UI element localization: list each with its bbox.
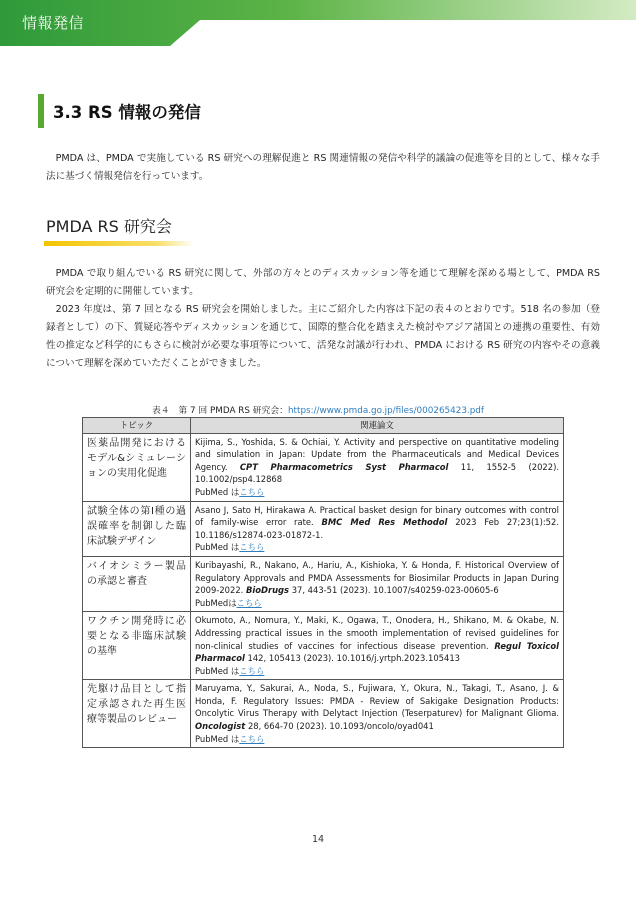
topic-cell: ワクチン開発時に必要となる非臨床試験の基準 [83,612,191,680]
section-intro: PMDA は、PMDA で実施している RS 研究への理解促進と RS 関連情報の発信や科学的議論の促進等を目的として、様々な手法に基づく情報発信を行っています。 [46,153,600,182]
reference-citation [195,436,559,486]
table-row [83,680,564,748]
table-body [83,433,564,748]
page-number: 14 [311,834,325,845]
pubmed-label: PubMed は [195,486,240,497]
header-reference: 関連論文 [191,418,564,434]
topic-cell: 先駆け品目として指定承認された再生医療等製品のレビュー [83,680,191,748]
reference-cell [191,612,564,680]
table-row [83,433,564,501]
topic-cell: 医薬品開発における モデル&シミュレーションの実用化促進 [83,433,191,501]
citation-journal: CPT Pharmacometrics Syst Pharmacol [239,461,449,472]
citation-details: 2023 Feb 27;23(1):52. 10.1186/s12874-023-01872-1. [195,517,559,540]
pubmed-label: PubMed は [195,665,240,676]
section-accent-bar [38,94,44,128]
table-caption-link[interactable]: https://www.pmda.go.jp/files/000265423.pdf [287,406,484,416]
reference-cell [191,680,564,748]
citation-journal: BMC Med Res Methodol [321,517,448,528]
subsection-paragraph-2: 2023 年度は、第 7 回となる RS 研究会を開始しました。主にご紹介した内容は下記の表４のとおりです。518 名の参加（登録者として）の下、質疑応答やディスカッションを通じて、国際的整合化を踏まえた検討やアジア諸国との連携の重要性、有効性の推定など科学的にもさらに検討が必要な事項等について、活発な討議が行われ、PMDA における RS 研究の内容やその意義について理解を深めていただくことができました。 [46,304,600,369]
citation-details: 11, 1552-5 (2022). 10.1002/psp4.12868 [195,461,559,485]
references-table [82,417,564,748]
pubmed-link[interactable]: こちら [239,486,265,497]
citation-authors-title: Okumoto, A., Nomura, Y., Maki, K., Ogawa, T., Onodera, H., Shikano, M. & Okabe, N. Addressing practical issues in the smooth implementation of revised guidelines for non-clinical studies of vaccines for infectious disease prevention. [195,615,559,651]
header-topic: トピック [83,418,191,434]
table-caption [0,403,636,416]
subsection-underline [44,241,194,246]
pubmed-line [195,487,264,497]
citation-journal: Regul Toxicol Pharmacol [195,640,559,664]
section-title [53,99,201,123]
citation-authors-title: Asano J, Sato H, Hirakawa A. Practical basket design for binary outcomes with control of family-wise error rate. [195,504,559,528]
banner-background [0,0,636,52]
reference-citation [195,682,559,732]
pubmed-label: PubMed は [195,733,240,744]
pubmed-link[interactable]: こちら [239,733,265,744]
citation-authors-title: Kijima, S., Yoshida, S. & Ochiai, Y. Activity and perspective on quantitative modeling and simulation in Japan: Update from the Pharmaceuticals and Medical Devices Agency. [195,436,559,472]
pubmed-label: PubMed は [195,542,240,553]
citation-journal: Oncologist [195,721,246,732]
pubmed-link[interactable]: こちら [239,665,265,676]
header-banner [0,0,636,52]
pubmed-link[interactable]: こちら [239,542,265,553]
banner-title: 情報発信 [22,14,85,32]
table-caption-text: 表４ 第 7 回 PMDA RS 研究会： [152,406,288,416]
pubmed-line [195,542,264,552]
section-title-text: RS 情報の発信 [87,103,201,122]
subsection-paragraph-1: PMDA で取り組んでいる RS 研究に関して、外部の方々とのディスカッション等を通じて理解を深める場として、PMDA RS 研究会を定期的に開催しています。 [46,268,600,297]
pubmed-line [195,666,264,676]
pubmed-label: PubMedは [195,597,237,608]
pubmed-line [195,598,262,608]
table-header-row [83,418,564,434]
pubmed-line [195,734,264,744]
section-number: 3.3 [53,103,83,122]
table-row [83,612,564,680]
reference-citation [195,614,559,664]
citation-details: 37, 443-51 (2023). 10.1007/s40259-023-00605-6 [289,585,499,596]
citation-authors-title: Kuribayashi, R., Nakano, A., Hariu, A., Kishioka, Y. & Honda, F. Historical Overview of Regulatory Approvals and PMDA Assessments for Biosimilar Products in Japan During 2009-2022. [195,559,559,596]
pubmed-link[interactable]: こちら [236,597,262,608]
section-heading [38,94,201,128]
reference-cell [191,501,564,556]
subsection-heading [44,212,194,246]
table-row [83,556,564,611]
citation-authors-title: Maruyama, Y., Sakurai, A., Noda, S., Fujiwara, Y., Okura, N., Takagi, T., Asano, J. & Honda, F. Regulatory Issues: PMDA - Review of Sakigake Designation Products: Oncolytic Virus Therapy with Delytact Injection (Teserpaturev) for Malignant Glioma. [195,683,559,719]
citation-journal: BioDrugs [245,585,290,596]
subsection-title: PMDA RS 研究会 [46,217,172,236]
reference-citation [195,559,559,597]
table-row [83,501,564,556]
citation-details: 28, 664-70 (2023). 10.1093/oncolo/oyad041 [245,721,434,732]
reference-citation [195,504,559,542]
topic-cell: バイオシミラー製品の承認と審査 [83,556,191,611]
reference-cell [191,433,564,501]
citation-details: 142, 105413 (2023). 10.1016/j.yrtph.2023.105413 [244,653,460,664]
topic-cell: 試験全体の第Ⅰ種の過誤確率を制御した臨床試験デザイン [83,501,191,556]
reference-cell [191,556,564,611]
